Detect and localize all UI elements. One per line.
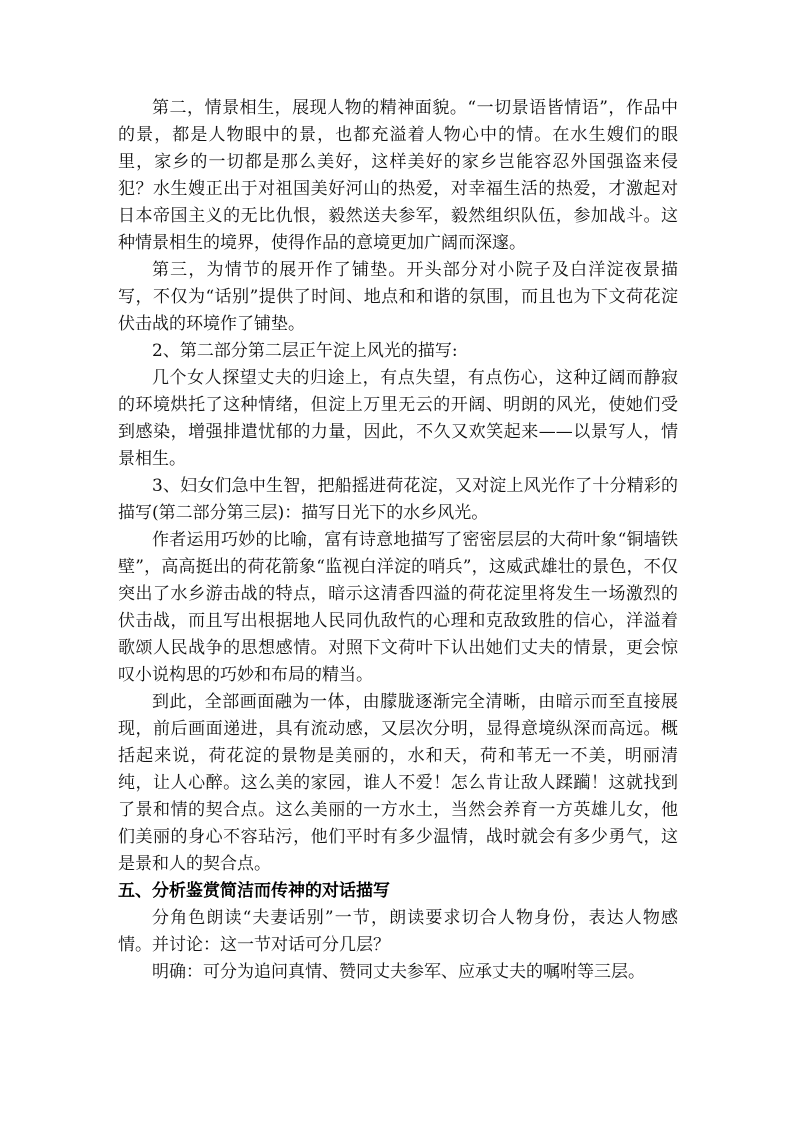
paragraph-answer: 明确：可分为追问真情、赞同丈夫参军、应承丈夫的嘱咐等三层。 <box>152 962 645 982</box>
paragraph-metaphor-analysis: 作者运用巧妙的比喻，富有诗意地描写了密密层层的大荷叶象“铜墙铁壁”，高高挺出的荷花箭象“监视白洋淀的哨兵”，这威武雄壮的景色，不仅突出了水乡游击战的特点，暗示这清香四溢的荷花淀里将发生一场激烈的伏击战，而且写出根据地人民同仇敌忾的心理和克敌致胜的信心，洋溢着歌颂人民战争的思想感情。对照下文荷叶下认出她们丈夫的情景，更会惊叹小说构思的巧妙和布局的精当。 <box>118 530 678 685</box>
paragraph-summary: 到此，全部画面融为一体，由朦胧逐渐完全清晰，由暗示而至直接展现，前后画面递进，具有流动感，又层次分明，显得意境纵深而高远。概括起来说，荷花淀的景物是美丽的，水和天，荷和苇无一不美，明丽清纯，让人心醉。这么美的家园，谁人不爱！怎么肯让敌人蹂躏！这就找到了景和情的契合点。这么美丽的一方水土，当然会养育一方英雄儿女，他们美丽的身心不容玷污，他们平时有多少温情，战时就会有多少勇气，这是景和人的契合点。 <box>118 692 678 874</box>
paragraph-women-return: 几个女人探望丈夫的归途上，有点失望，有点伤心，这种辽阔而静寂的环境烘托了这种情绪，但淀上万里无云的开阔、明朗的风光，使她们受到感染，增强排遣忧郁的力量，因此，不久又欢笑起来——以景写人，情景相生。 <box>118 368 678 469</box>
paragraph-dialogue-reading: 分角色朗读“夫妻话别”一节，朗读要求切合人物身份，表达人物感情。并讨论：这一节对话可分几层？ <box>118 908 678 955</box>
document-body <box>118 95 678 986</box>
paragraph-section-3-heading: 3、妇女们急中生智，把船摇进荷花淀，又对淀上风光作了十分精彩的描写(第二部分第三层)：描写日光下的水乡风光。 <box>118 476 678 523</box>
section-five-heading: 五、分析鉴赏简洁而传神的对话描写 <box>118 881 390 901</box>
paragraph-scenery-emotion: 第二，情景相生，展现人物的精神面貌。“一切景语皆情语”，作品中的景，都是人物眼中的景，也都充溢着人物心中的情。在水生嫂们的眼里，家乡的一切都是那么美好，这样美好的家乡岂能容忍外国强盗来侵犯？水生嫂正出于对祖国美好河山的热爱，对幸福生活的热爱，才激起对日本帝国主义的无比仇恨，毅然送夫参军，毅然组织队伍，参加战斗。这种情景相生的境界，使得作品的意境更加广阔而深邃。 <box>118 98 678 253</box>
paragraph-section-2-heading: 2、第二部分第二层正午淀上风光的描写: <box>152 341 458 361</box>
paragraph-plot-foreshadow: 第三，为情节的展开作了铺垫。开头部分对小院子及白洋淀夜景描写，不仅为“话别”提供了时间、地点和和谐的氛围，而且也为下文荷花淀伏击战的环境作了铺垫。 <box>118 260 678 334</box>
